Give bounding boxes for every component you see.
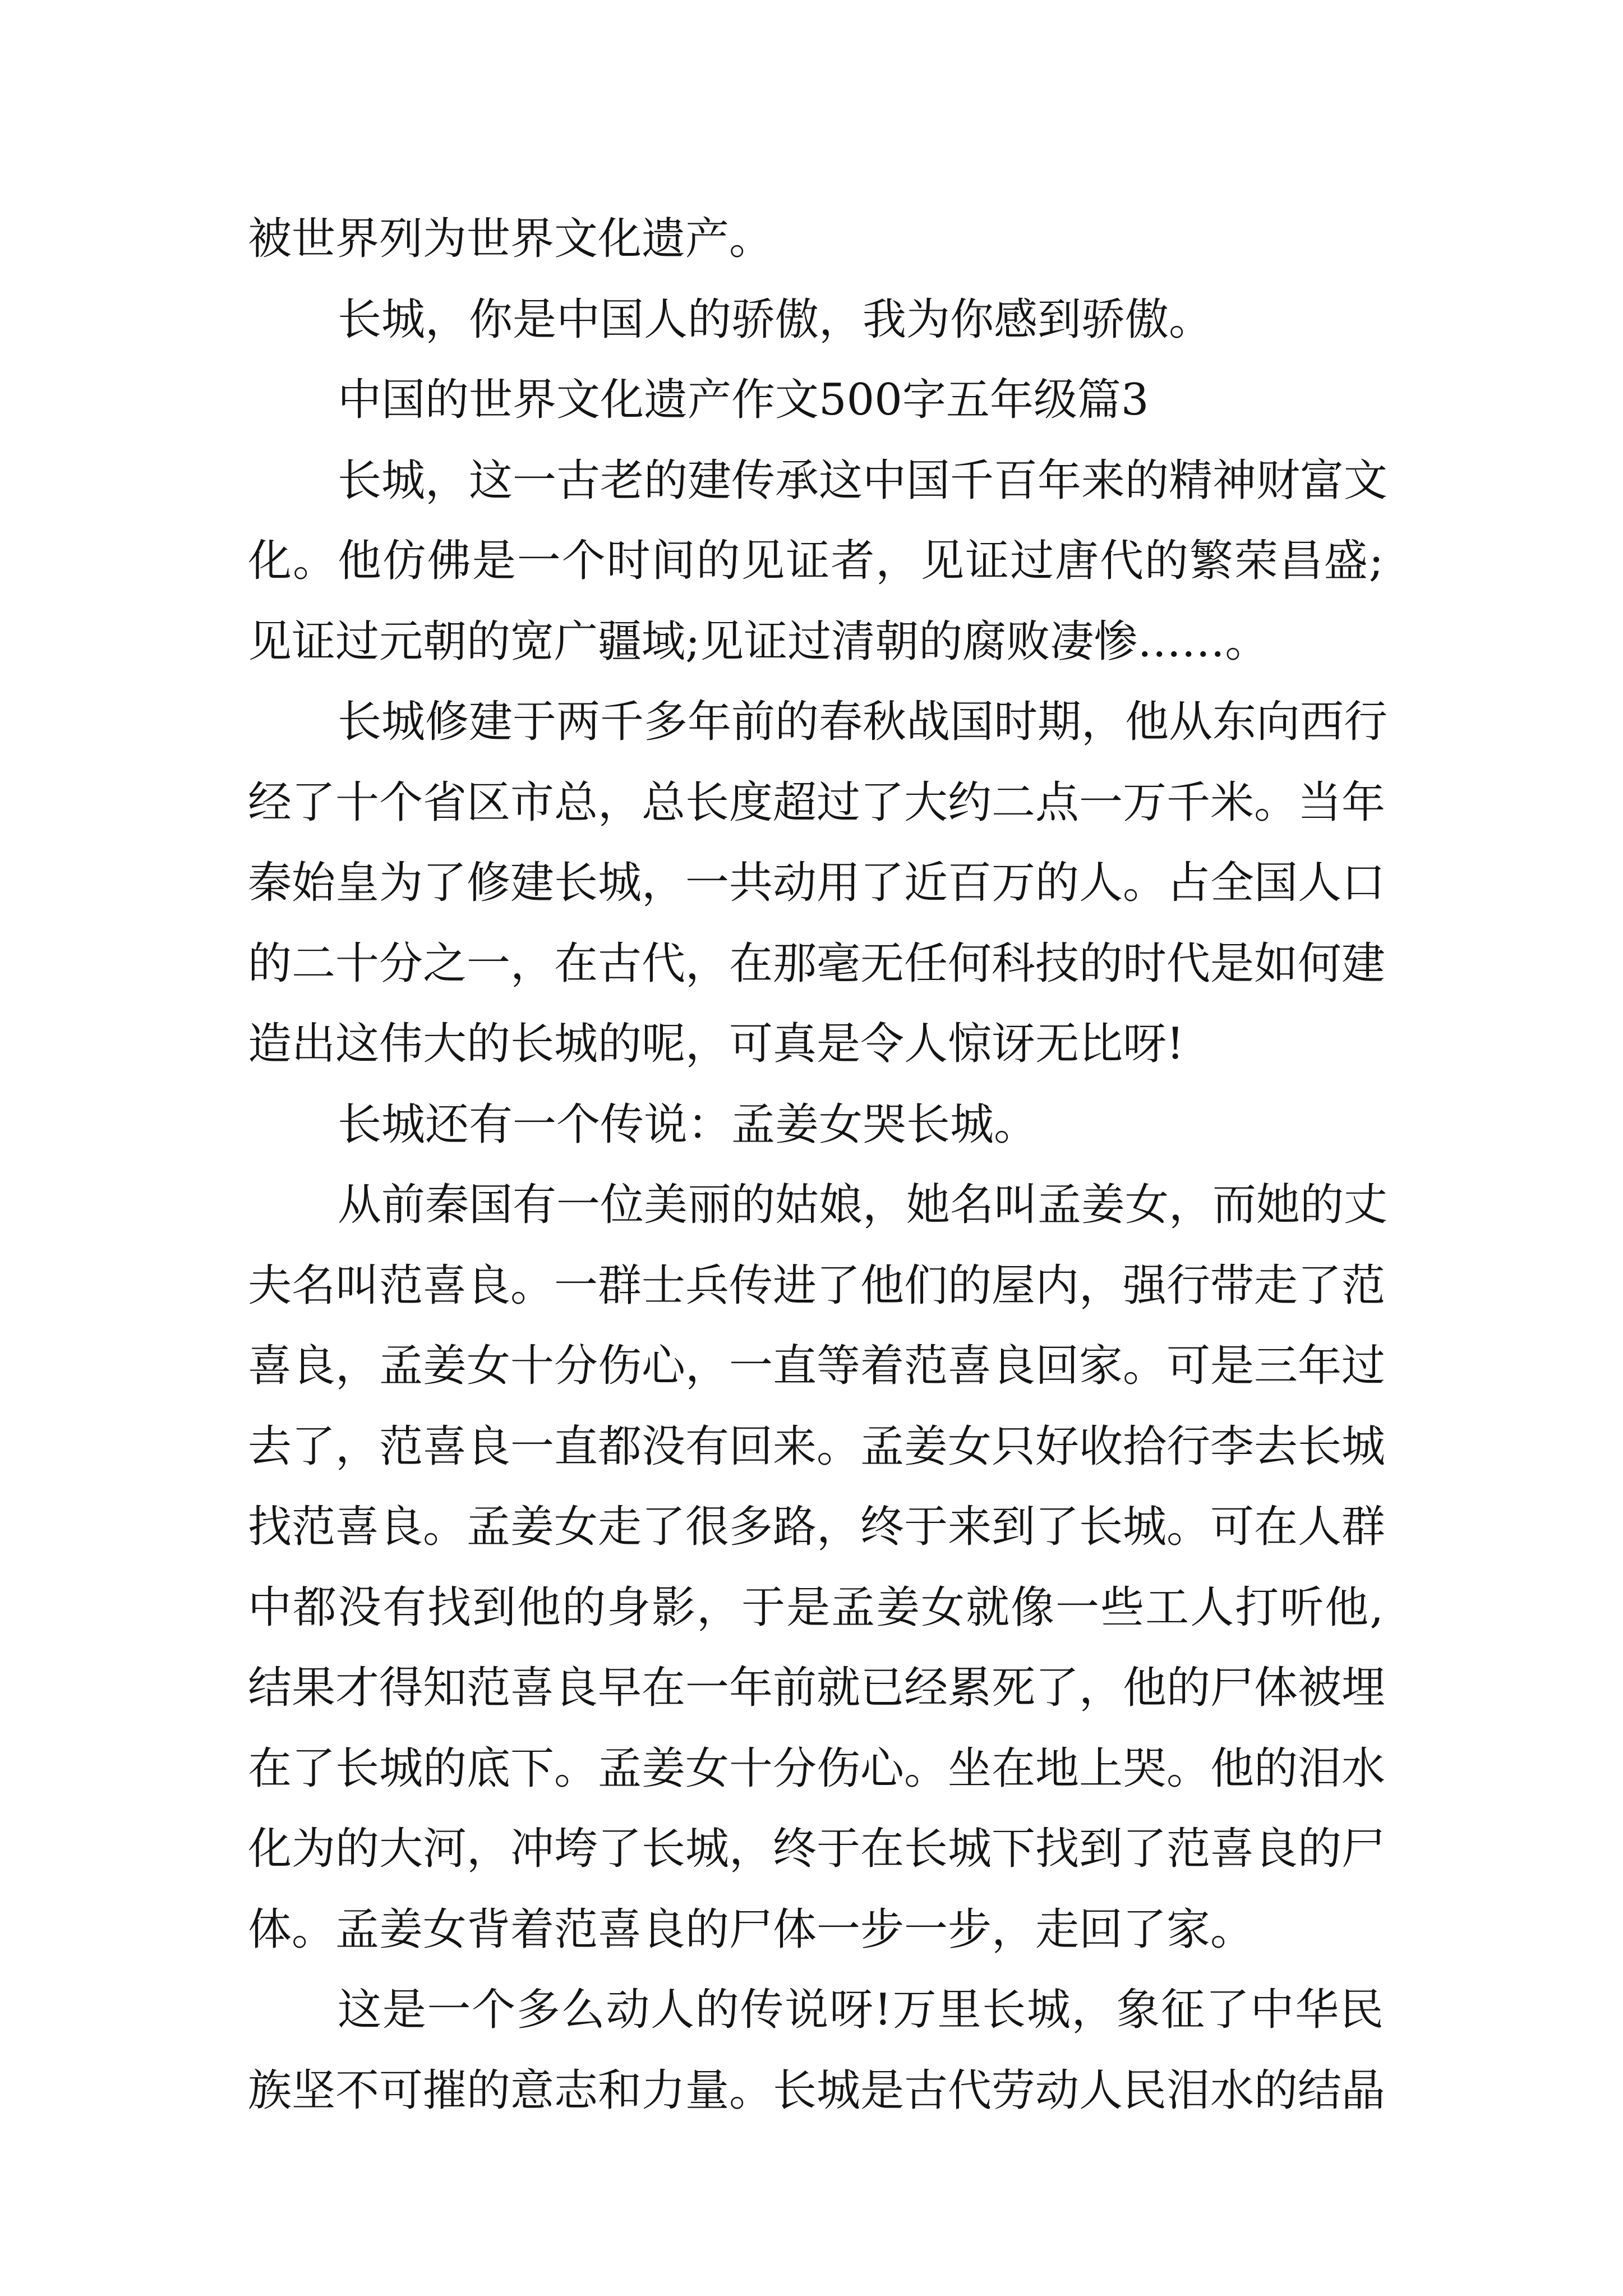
text-line: 长城还有一个传说：孟姜女哭长城。 [338, 1099, 1038, 1150]
section-heading: 中国的世界文化遗产作文500字五年级篇3 [338, 375, 1149, 425]
text-line: 长城，你是中国人的骄傲，我为你感到骄傲。 [338, 294, 1213, 345]
text-line: 长城修建于两千多年前的春秋战国时期，他从东向西行 [338, 697, 1388, 747]
text-line: 结果才得知范喜良早在一年前就已经累死了，他的尸体被埋 [248, 1663, 1386, 1713]
text-line: 夫名叫范喜良。一群士兵传进了他们的屋内，强行带走了范 [248, 1260, 1386, 1311]
text-line: 这是一个多么动人的传说呀!万里长城，象征了中华民 [338, 1985, 1384, 2035]
text-line: 中都没有找到他的身影，于是孟姜女就像一些工人打听他, [248, 1582, 1384, 1633]
text-line: 体。孟姜女背着范喜良的尸体一步一步，走回了家。 [248, 1904, 1255, 1955]
text-line: 经了十个省区市总，总长度超过了大约二点一万千米。当年 [248, 777, 1386, 828]
text-line: 化为的大河，冲垮了长城，终于在长城下找到了范喜良的尸 [248, 1824, 1386, 1874]
text-line: 造出这伟大的长城的呢，可真是令人惊讶无比呀! [248, 1019, 1184, 1069]
text-line: 见证过元朝的宽广疆域;见证过清朝的腐败凄惨……。 [248, 616, 1269, 667]
text-line: 化。他仿佛是一个时间的见证者，见证过唐代的繁荣昌盛; [248, 536, 1384, 586]
essay-body [248, 199, 1388, 2131]
text-line: 族坚不可摧的意志和力量。长城是古代劳动人民泪水的结晶 [248, 2065, 1386, 2116]
text-line: 被世界列为世界文化遗产。 [248, 214, 773, 264]
text-line: 的二十分之一，在古代，在那毫无任何科技的时代是如何建 [248, 938, 1386, 989]
text-line: 在了长城的底下。孟姜女十分伤心。坐在地上哭。他的泪水 [248, 1743, 1386, 1794]
text-line: 去了，范喜良一直都没有回来。孟姜女只好收拾行李去长城 [248, 1421, 1386, 1472]
text-line: 喜良，孟姜女十分伤心，一直等着范喜良回家。可是三年过 [248, 1341, 1386, 1391]
text-line: 长城，这一古老的建传承这中国千百年来的精神财富文 [338, 455, 1388, 506]
text-line: 秦始皇为了修建长城，一共动用了近百万的人。占全国人口 [248, 858, 1386, 908]
text-line: 从前秦国有一位美丽的姑娘，她名叫孟姜女，而她的丈 [338, 1180, 1388, 1230]
text-line: 找范喜良。孟姜女走了很多路，终于来到了长城。可在人群 [248, 1502, 1386, 1552]
